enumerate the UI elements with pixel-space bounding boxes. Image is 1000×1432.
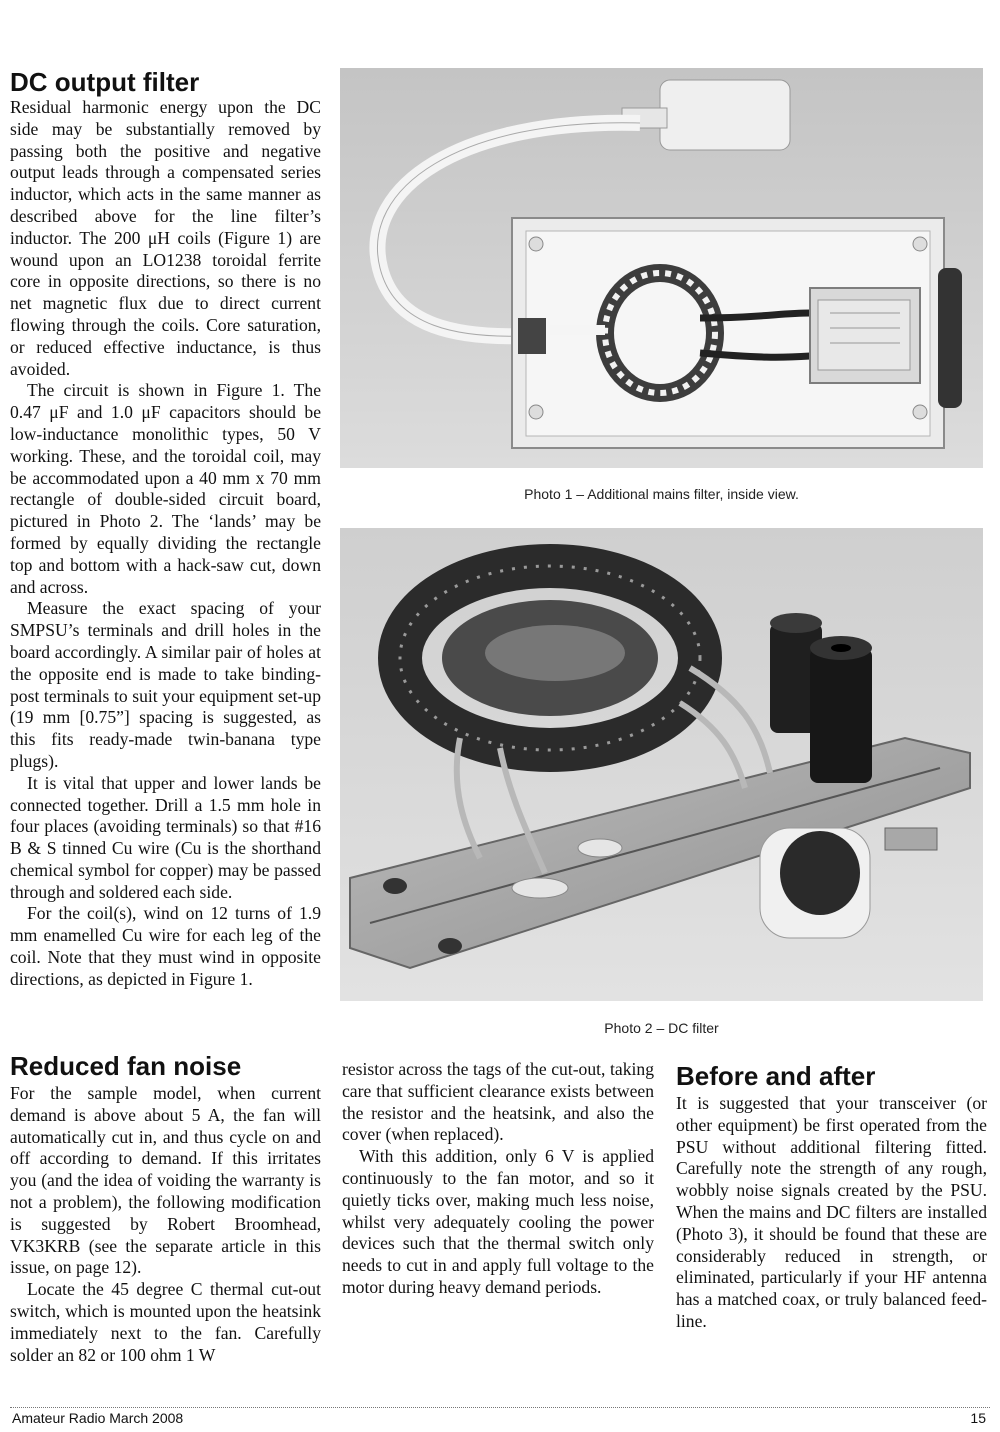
dc-filter-body bbox=[10, 97, 321, 991]
paragraph: Measure the exact spacing of your SMPSU’s terminals and drill holes in the board accordingly. A similar pair of holes at the opposite end is made to take binding-post terminals to suit your equipment set-up (19 mm [0.75”] spacing is suggested, as this fits ready-made twin-banana type plugs). bbox=[10, 598, 321, 771]
photo-dc-filter bbox=[340, 528, 983, 1001]
paragraph: With this addition, only 6 V is applied continuously to the fan motor, and so it quietly ticks over, making much less noise, whilst very adequately cooling the power devices such that the thermal switch only needs to cut in and apply full voltage to the motor during heavy demand periods. bbox=[342, 1146, 654, 1297]
paragraph: For the coil(s), wind on 12 turns of 1.9 mm enamelled Cu wire for each leg of the coil. Note that they must wind in opposite directions, as depicted in Figure 1. bbox=[10, 903, 321, 989]
photo-mains-filter-inside bbox=[340, 68, 983, 468]
paragraph: For the sample model, when current demand is above about 5 A, the fan will automatically cut in, and thus cycle on and off according to demand. If this irritates you (and the idea of voiding the warranty is not a problem), the following modification is suggested by Robert Broomhead, VK3KRB (see the separate article in this issue, on page 12). bbox=[10, 1083, 321, 1278]
paragraph: Residual harmonic energy upon the DC side may be substantially removed by passing both the positive and negative output leads through a compensated series inductor, which acts in the same manner as described above for the line filter’s inductor. The 200 μH coils (Figure 1) are wound upon an LO1238 toroidal ferrite core in opposite directions, so there is no net magnetic flux due to direct current flowing through the coils. Core saturation, or reduced effective inductance, is thus avoided. bbox=[10, 97, 321, 379]
heading-before-and-after: Before and after bbox=[676, 1061, 876, 1091]
paragraph: resistor across the tags of the cut-out, taking care that sufficient clearance exists between the resistor and the heatsink, and also the cover (when replaced). bbox=[342, 1059, 654, 1145]
paragraph: The circuit is shown in Figure 1. The 0.47 μF and 1.0 μF capacitors should be low-inductance monolithic types, 50 V working. These, and the toroidal coil, may be accommodated upon a 40 mm x 70 mm rectangle of double-sided circuit board, pictured in Photo 2. The ‘lands’ may be formed by equally dividing the rectangle top and bottom with a hack-saw cut, down and across. bbox=[10, 380, 321, 597]
before-after-body bbox=[676, 1093, 987, 1333]
photo2-caption: Photo 2 – DC filter bbox=[604, 1020, 719, 1036]
dc-filter-illustration bbox=[340, 528, 983, 1001]
heading-reduced-fan-noise: Reduced fan noise bbox=[10, 1051, 242, 1081]
footer-publication: Amateur Radio March 2008 bbox=[12, 1410, 184, 1426]
paragraph: It is vital that upper and lower lands be connected together. Drill a 1.5 mm hole in four places (avoiding terminals) so that #16 B & S tinned Cu wire (Cu is the shorthand chemical symbol for copper) may be passed through and soldered each side. bbox=[10, 772, 321, 902]
photo1-caption: Photo 1 – Additional mains filter, inside view. bbox=[524, 486, 799, 502]
mains-filter-illustration bbox=[340, 68, 983, 468]
footer-page-number: 15 bbox=[970, 1410, 986, 1426]
fan-noise-body bbox=[10, 1083, 321, 1366]
fan-noise-continued-body bbox=[342, 1059, 654, 1299]
paragraph: Locate the 45 degree C thermal cut-out switch, which is mounted upon the heatsink immediately next to the fan. Carefully solder an 82 or 100 ohm 1 W bbox=[10, 1279, 321, 1365]
footer-divider bbox=[10, 1407, 990, 1408]
paragraph: It is suggested that your transceiver (or other equipment) be first operated from the PSU without additional filtering fitted. Carefully note the strength of any rough, wobbly noise signals created by the PSU. When the mains and DC filters are installed (Photo 3), it should be found that these are considerably reduced in strength, or eliminated, particularly if your HF antenna has a matched coax, or truly balanced feed-line. bbox=[676, 1093, 987, 1331]
heading-dc-output-filter: DC output filter bbox=[10, 67, 200, 97]
